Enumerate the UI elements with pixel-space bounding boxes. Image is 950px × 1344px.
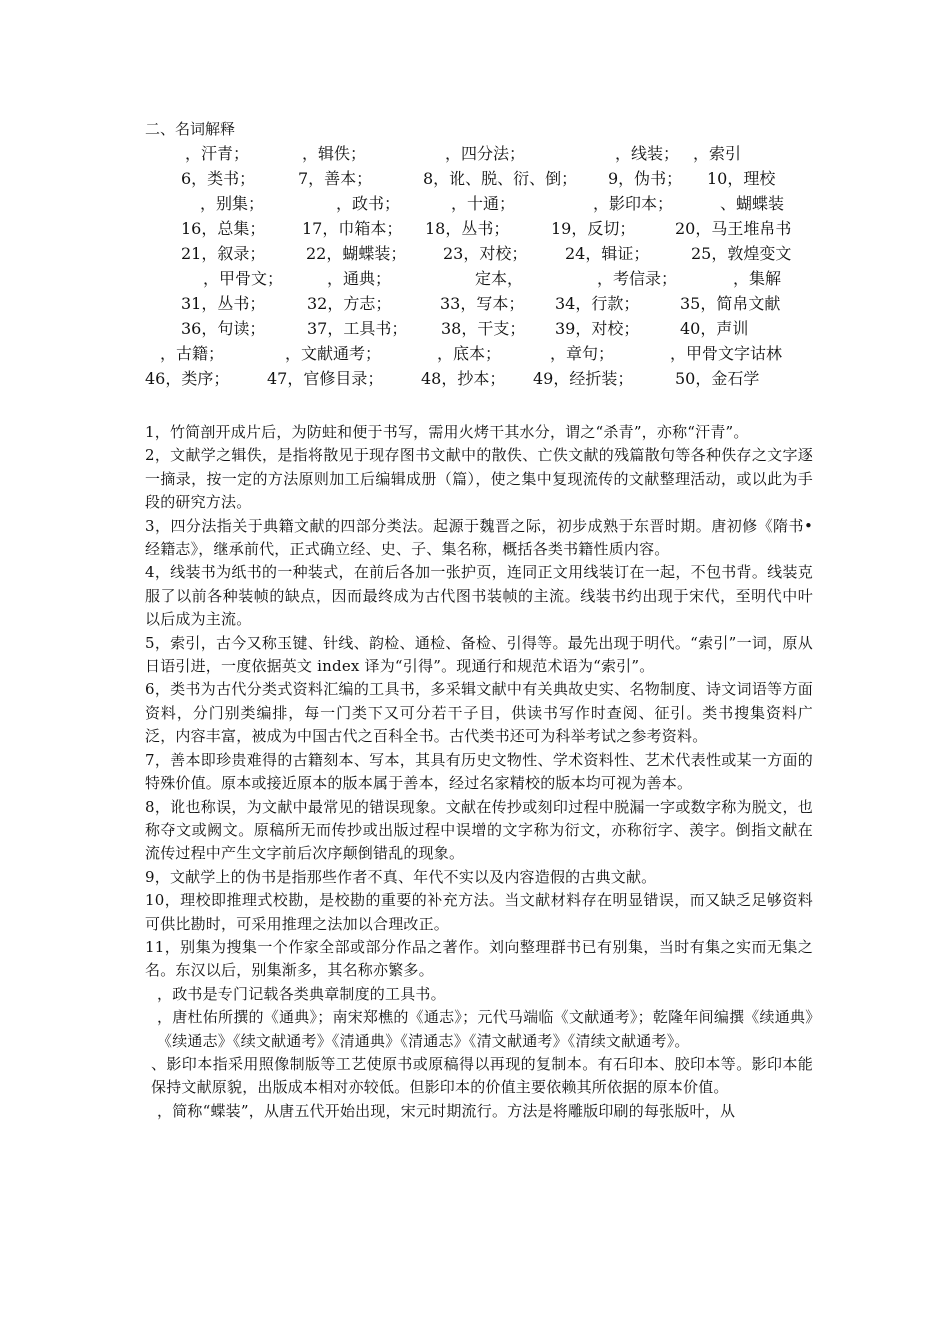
term-item: 20，马王堆帛书 bbox=[675, 219, 792, 238]
term-item: ，文献通考； bbox=[285, 344, 382, 363]
definition-paragraph: ，简称“蝶装”，从唐五代开始出现，宋元时期流行。方法是将雕版印刷的每张版叶，从 bbox=[157, 1101, 736, 1120]
term-item: ，甲骨文； bbox=[203, 269, 284, 288]
definition-paragraph: 7，善本即珍贵难得的古籍刻本、写本，其具有历史文物性、学术资料性、艺术代表性或某一方面的特殊价值。原本或接近原本的版本属于善本，经过名家精校的版本均可视为善本。 bbox=[145, 750, 813, 793]
term-item: ，四分法； bbox=[445, 144, 526, 163]
term-line bbox=[145, 241, 815, 263]
term-item: ，底本； bbox=[437, 344, 502, 363]
definition-paragraph: 1，竹简剖开成片后，为防蛀和便于书写，需用火烤干其水分，谓之“杀青”，亦称“汗青”。 bbox=[145, 423, 749, 441]
term-item: ，影印本； bbox=[593, 194, 674, 213]
term-item: ，线装； bbox=[615, 144, 680, 163]
term-item: 31，丛书； bbox=[181, 294, 266, 313]
term-item: ，通典； bbox=[327, 269, 392, 288]
term-item: 17，巾箱本； bbox=[302, 219, 403, 238]
term-line bbox=[145, 291, 815, 313]
definition-paragraph: 6，类书为古代分类式资料汇编的工具书，多采辑文献中有关典故史实、名物制度、诗文词语等方面资料，分门别类编排，每一门类下又可分若干子目，供读书写作时查阅、征引。类书搜集资料广泛，内容丰富，被成为中国古代之百科全书。古代类书还可为科举考试之参考资料。 bbox=[145, 680, 813, 746]
term-item: ，索引 bbox=[693, 144, 742, 163]
term-item: ，集解 bbox=[733, 269, 782, 288]
term-item: 6，类书； bbox=[181, 169, 256, 188]
term-item: 39，对校； bbox=[555, 319, 640, 338]
term-item: ，别集； bbox=[200, 194, 265, 213]
term-item: 33，写本； bbox=[440, 294, 525, 313]
definition-paragraph: 5，索引，古今又称玉键、针线、韵检、通检、备检、引得等。最先出现于明代。“索引”一词，原从日语引进，一度依据英文 index 译为“引得”。现通行和规范术语为“索引”。 bbox=[145, 633, 813, 676]
term-item: 10，理校 bbox=[707, 169, 776, 188]
term-item: 19，反切； bbox=[551, 219, 636, 238]
term-item: ，汗青； bbox=[185, 144, 250, 163]
definition-paragraph: 11，别集为搜集一个作家全部或部分作品之著作。刘向整理群书已有别集，当时有集之实而无集之名。东汉以后，别集渐多，其名称亦繁多。 bbox=[145, 937, 813, 980]
term-item: 18，丛书； bbox=[425, 219, 510, 238]
term-item: 35，简帛文献 bbox=[680, 294, 781, 313]
term-item: 38，干支； bbox=[441, 319, 526, 338]
definition-paragraph: ，唐杜佑所撰的《通典》；南宋郑樵的《通志》；元代马端临《文献通考》；乾隆年间编撰《续通典》《续通志》《续文献通考》《清通典》《清通志》《清文献通考》《清续文献通考》。 bbox=[157, 1008, 813, 1050]
definition-paragraph: 2，文献学之辑佚，是指将散见于现存图书文献中的散佚、亡佚文献的残篇散句等各种佚存之文字逐一摘录，按一定的方法原则加工后编辑成册（篇），使之集中复现流传的文献整理活动，或以此为手段的研究方法。 bbox=[145, 446, 813, 512]
term-item: 37，工具书； bbox=[307, 319, 408, 338]
term-item: 48，抄本； bbox=[421, 369, 506, 388]
term-item: ，章句； bbox=[550, 344, 615, 363]
section-title: 二、名词解释 bbox=[145, 120, 236, 138]
term-line bbox=[145, 266, 815, 288]
term-item: ，古籍； bbox=[160, 344, 225, 363]
term-item: 21，叙录； bbox=[181, 244, 266, 263]
term-line bbox=[145, 341, 815, 363]
term-item: 34，行款； bbox=[555, 294, 640, 313]
term-item: 46，类序； bbox=[145, 369, 230, 388]
term-item: 9，伪书； bbox=[608, 169, 683, 188]
term-item: ，辑佚； bbox=[302, 144, 367, 163]
term-item: 32，方志； bbox=[307, 294, 392, 313]
term-item: 40，声训 bbox=[680, 319, 749, 338]
definition-paragraph: 10，理校即推理式校勘，是校勘的重要的补充方法。当文献材料存在明显错误，而又缺乏足够资料可供比勘时，可采用推理之法加以合理改正。 bbox=[145, 891, 813, 933]
term-item: 定本， bbox=[475, 269, 524, 288]
definition-paragraph: ，政书是专门记载各类典章制度的工具书。 bbox=[157, 984, 446, 1003]
term-item: 25，敦煌变文 bbox=[691, 244, 792, 263]
term-line bbox=[145, 216, 815, 238]
term-line bbox=[145, 191, 815, 213]
definition-paragraph: 3，四分法指关于典籍文献的四部分类法。起源于魏晋之际，初步成熟于东晋时期。唐初修《隋书•经籍志》，继承前代，正式确立经、史、子、集名称，概括各类书籍性质内容。 bbox=[145, 516, 813, 559]
term-item: 23，对校； bbox=[443, 244, 528, 263]
term-item: 36，句读； bbox=[181, 319, 266, 338]
term-item: 47，官修目录； bbox=[267, 369, 384, 388]
term-item: 8，讹、脱、衍、倒； bbox=[423, 169, 578, 188]
term-line bbox=[145, 166, 815, 188]
term-item: ，考信录； bbox=[597, 269, 678, 288]
term-item: 49，经折装； bbox=[533, 369, 634, 388]
term-item: ，甲骨文字诂林 bbox=[670, 344, 783, 363]
term-item: ，政书； bbox=[336, 194, 401, 213]
definition-paragraph: 9，文献学上的伪书是指那些作者不真、年代不实以及内容造假的古典文献。 bbox=[145, 867, 657, 886]
term-line bbox=[145, 316, 815, 338]
term-line bbox=[145, 141, 815, 163]
term-item: ，十通； bbox=[451, 194, 516, 213]
term-item: 16，总集； bbox=[181, 219, 266, 238]
term-item: 50，金石学 bbox=[675, 369, 760, 388]
term-line bbox=[145, 366, 815, 388]
definition-paragraph: 4，线装书为纸书的一种装式，在前后各加一张护页，连同正文用线装订在一起，不包书背。线装克服了以前各种装帧的缺点，因而最终成为古代图书装帧的主流。线装书约出现于宋代，至明代中叶以后成为主流。 bbox=[145, 563, 813, 629]
term-item: 、蝴蝶装 bbox=[720, 194, 785, 213]
term-item: 7，善本； bbox=[298, 169, 373, 188]
term-item: 24，辑证； bbox=[565, 244, 650, 263]
definition-paragraph: 8，讹也称误，为文献中最常见的错误现象。文献在传抄或刻印过程中脱漏一字或数字称为脱文，也称夺文或阙文。原稿所无而传抄或出版过程中误增的文字称为衍文，亦称衍字、羡字。倒指文献在流传过程中产生文字前后次序颠倒错乱的现象。 bbox=[145, 797, 813, 863]
term-item: 22，蝴蝶装； bbox=[306, 244, 407, 263]
definitions bbox=[145, 421, 813, 1123]
definition-paragraph: 、影印本指采用照像制版等工艺使原书或原稿得以再现的复制本。有石印本、胶印本等。影印本能保持文献原貌，出版成本相对亦较低。但影印本的价值主要依赖其所依据的原本价值。 bbox=[151, 1054, 813, 1097]
